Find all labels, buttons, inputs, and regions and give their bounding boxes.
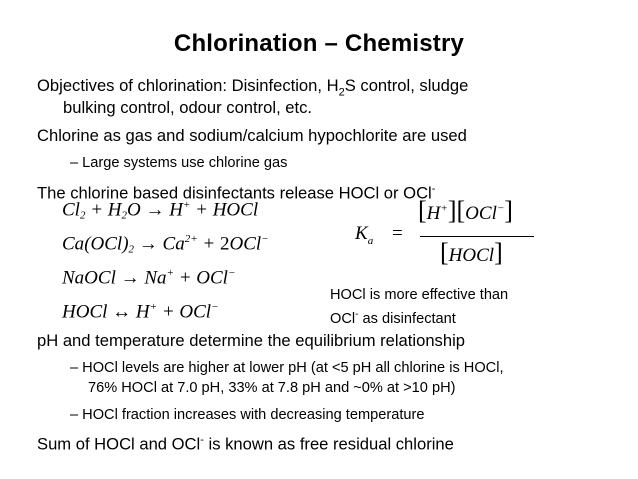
- eq1-cl-sub: 2: [79, 209, 86, 222]
- equation-sodium-hypochlorite: [62, 267, 235, 289]
- eq4-hocl-arrow-h: HOCl ↔ H: [62, 301, 150, 323]
- eq4-ocl: + OCl: [157, 301, 212, 323]
- bullet-objectives-text-post: S control, sludge: [344, 76, 469, 95]
- note-hocl-effective: HOCl is more effective than: [330, 287, 509, 303]
- note-disinfectant: [330, 305, 456, 329]
- ka-denominator: [440, 238, 503, 268]
- eq2-arrow-ca: → Ca: [134, 233, 185, 255]
- eq1-h-sub: 2: [121, 209, 127, 222]
- eq2-ca-sup: 2+: [184, 233, 198, 245]
- ka-num-bracket-mid: ][: [447, 196, 466, 225]
- eq2-ca: Ca: [62, 233, 85, 255]
- equation-chlorine-water: [62, 199, 258, 221]
- eq3-na-sup: +: [166, 267, 174, 279]
- eq1-hocl: + HOCl: [190, 199, 259, 221]
- ka-fraction-bar: [420, 236, 534, 237]
- eq2-ocl2: (OCl): [84, 233, 129, 255]
- subbullet-large-systems: – Large systems use chlorine gas: [70, 155, 288, 171]
- eq1-h-sup: +: [182, 199, 191, 211]
- eq1-cl: Cl: [62, 199, 80, 221]
- eq1-o-arrow-h: O → H: [127, 199, 183, 221]
- ka-num-h-sup: +: [440, 202, 448, 215]
- ka-num-h: H: [426, 203, 441, 224]
- eq2-ocl2-sub: 2: [128, 243, 135, 256]
- eq2-plus: +: [197, 233, 220, 255]
- ka-num-bracket-close: ]: [504, 196, 513, 225]
- equation-hocl-equilibrium: [62, 301, 219, 323]
- note-as-disinfectant: as disinfectant: [358, 310, 456, 327]
- ka-den-hocl: HOCl: [448, 245, 495, 266]
- bullet-objectives-line2: bulking control, odour control, etc.: [63, 98, 313, 117]
- subbullet-hocl-ph-line2: 76% HOCl at 7.0 pH, 33% at 7.8 pH and ~0% at >10 pH): [88, 380, 456, 396]
- ka-num-ocl-sup: −: [496, 202, 505, 215]
- subbullet-hocl-ph-line1: – HOCl levels are higher at lower pH (at <5 pH all chlorine is HOCl,: [70, 360, 504, 376]
- note-ocl: OCl: [330, 310, 356, 327]
- bullet-free-residual: [37, 430, 454, 455]
- subbullet-hocl-temperature: – HOCl fraction increases with decreasing temperature: [70, 407, 425, 423]
- eq2-ocl: OCl: [229, 233, 262, 255]
- ka-den-bracket-close: ]: [494, 238, 503, 267]
- ka-num-ocl: OCl: [465, 203, 497, 224]
- equation-calcium-hypochlorite: [62, 233, 269, 255]
- slide-title: Chlorination – Chemistry: [173, 30, 465, 57]
- bullet-disinfectants-text: The chlorine based disinfectants release HOCl or OCl: [37, 183, 432, 203]
- ka-symbol: [355, 223, 373, 247]
- eq3-ocl: + OCl: [173, 267, 228, 289]
- ka-num-bracket-open: [: [418, 196, 427, 225]
- ka-k: K: [355, 223, 368, 244]
- note-ocl-sup: -: [355, 309, 359, 320]
- bullet-free-residual-post: is known as free residual chlorine: [203, 434, 454, 454]
- ka-den-bracket-open: [: [440, 238, 449, 267]
- bullet-ph-temperature: pH and temperature determine the equilibrium relationship: [37, 331, 465, 350]
- eq1-h: + H: [85, 199, 122, 221]
- bullet-free-residual-sup: -: [200, 434, 204, 446]
- ka-k-sub: a: [367, 234, 374, 247]
- eq2-ocl-sup: −: [261, 233, 269, 245]
- eq4-h-sup: +: [149, 301, 158, 313]
- eq4-ocl-sup: −: [211, 301, 219, 313]
- ocl-superscript: -: [431, 183, 436, 195]
- h2s-subscript: 2: [338, 86, 345, 99]
- bullet-chlorine-forms: Chlorine as gas and sodium/calcium hypochlorite are used: [37, 126, 467, 145]
- ka-equals: =: [392, 223, 403, 244]
- ka-numerator: [418, 196, 513, 226]
- eq2-coefficient: 2: [219, 233, 230, 255]
- bullet-free-residual-pre: Sum of HOCl and OCl: [37, 434, 201, 454]
- eq3-naocl-arrow-na: NaOCl → Na: [62, 267, 167, 289]
- eq3-ocl-sup: −: [227, 267, 236, 279]
- bullet-objectives-text: Objectives of chlorination: Disinfection, H: [37, 76, 339, 95]
